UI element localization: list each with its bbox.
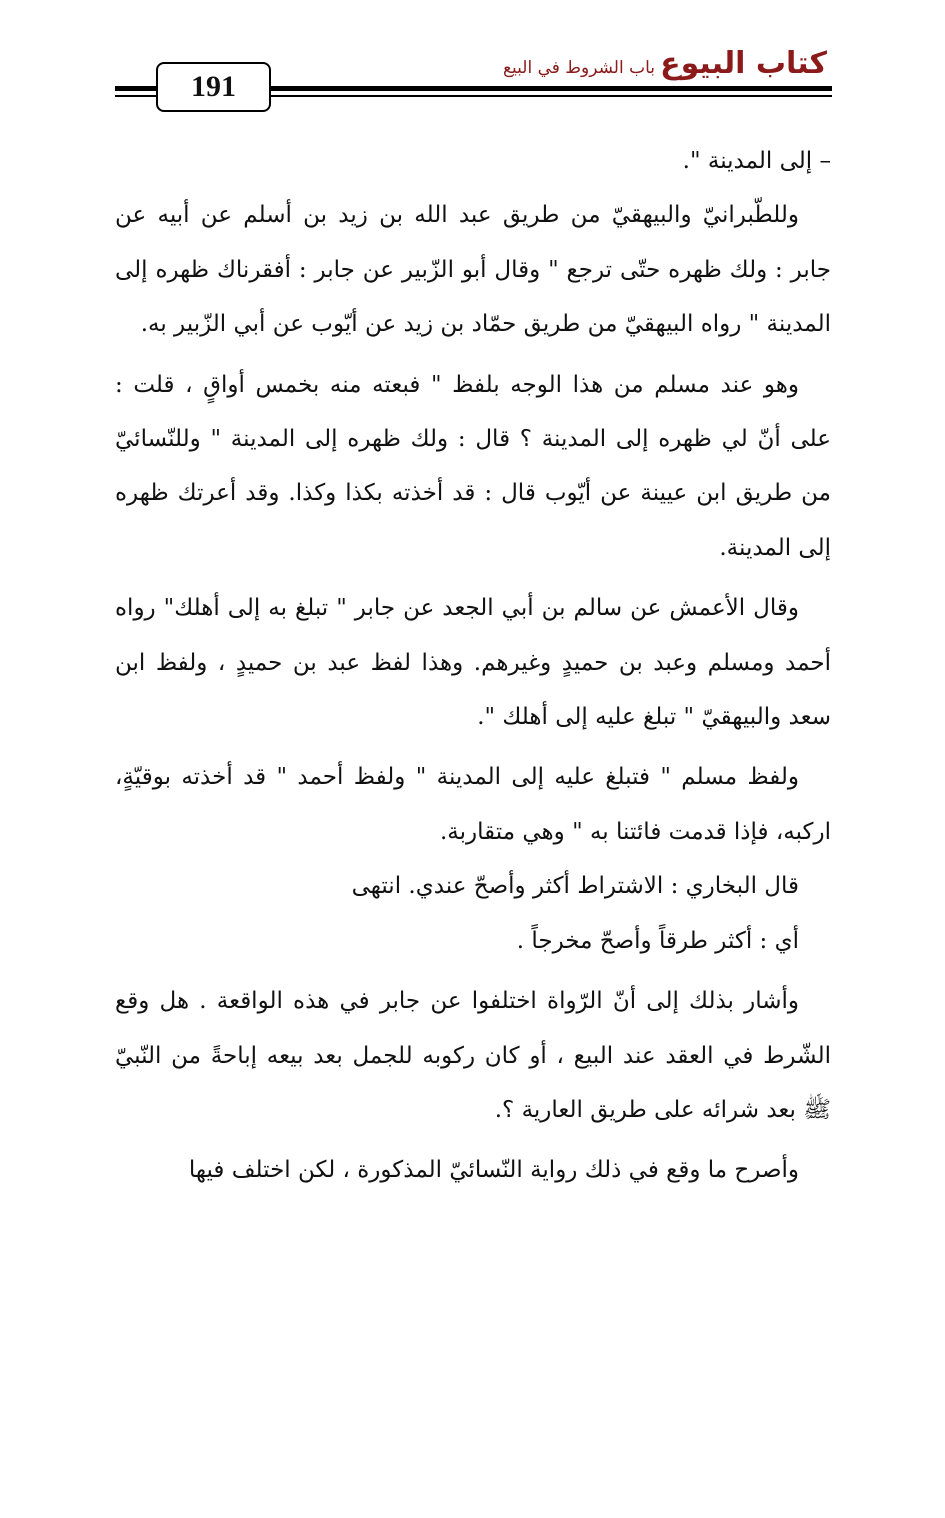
paragraph: وقال الأعمش عن سالم بن أبي الجعد عن جابر " تبلغ به إلى أهلك" رواه أحمد ومسلم وعبد بن حميدٍ وغيرهم. وهذا لفظ عبد بن حميدٍ ، ولفظ ابن سعد والبيهقيّ " تبلغ عليه إلى أهلك ". (115, 595, 831, 731)
paragraph: وأشار بذلك إلى أنّ الرّواة اختلفوا عن جابر في هذه الواقعة . هل وقع الشّرط في العقد عند البيع ، أو كان ركوبه للجمل بعد بيعه إباحةً من النّبيّ ﷺ بعد شرائه على طريق العارية ؟. (115, 988, 831, 1123)
paragraph: وأصرح ما وقع في ذلك رواية النّسائيّ المذكورة ، لكن اختلف فيها (188, 1157, 799, 1184)
paragraph: وهو عند مسلم من هذا الوجه بلفظ " فبعته منه بخمس أواقٍ ، قلت : على أنّ لي ظهره إلى المدينة ؟ قال : ولك ظهره إلى المدينة " وللنّسائيّ من طريق ابن عيينة عن أيّوب قال : قد أخذته بكذا وكذا. وقد أعرتك ظهره إلى المدينة. (115, 371, 831, 561)
paragraph: قال البخاري : الاشتراط أكثر وأصحّ عندي. انتهى (351, 873, 799, 900)
paragraph: – إلى المدينة ". (682, 148, 831, 174)
page-header (0, 0, 945, 120)
chapter-title: باب الشروط في البيع (502, 58, 655, 78)
paragraph: أي : أكثر طرقاً وأصحّ مخرجاً . (516, 927, 799, 954)
page-body (115, 134, 831, 1204)
paragraph: وللطّبرانيّ والبيهقيّ من طريق عبد الله بن زيد بن أسلم عن أبيه عن جابر : ولك ظهره حتّى ترجع " وقال أبو الزّبير عن جابر : أفقرناك ظهره إلى المدينة " رواه البيهقيّ من طريق حمّاد بن زيد عن أيّوب عن أبي الزّبير به. (115, 202, 831, 338)
page-number: 191 (156, 62, 271, 112)
book-title: كتاب البيوع (660, 46, 827, 81)
paragraph: ولفظ مسلم " فتبلغ عليه إلى المدينة " ولفظ أحمد " قد أخذته بوقيّةٍ، اركبه، فإذا قدمت فائتنا به " وهي متقاربة. (115, 764, 831, 845)
